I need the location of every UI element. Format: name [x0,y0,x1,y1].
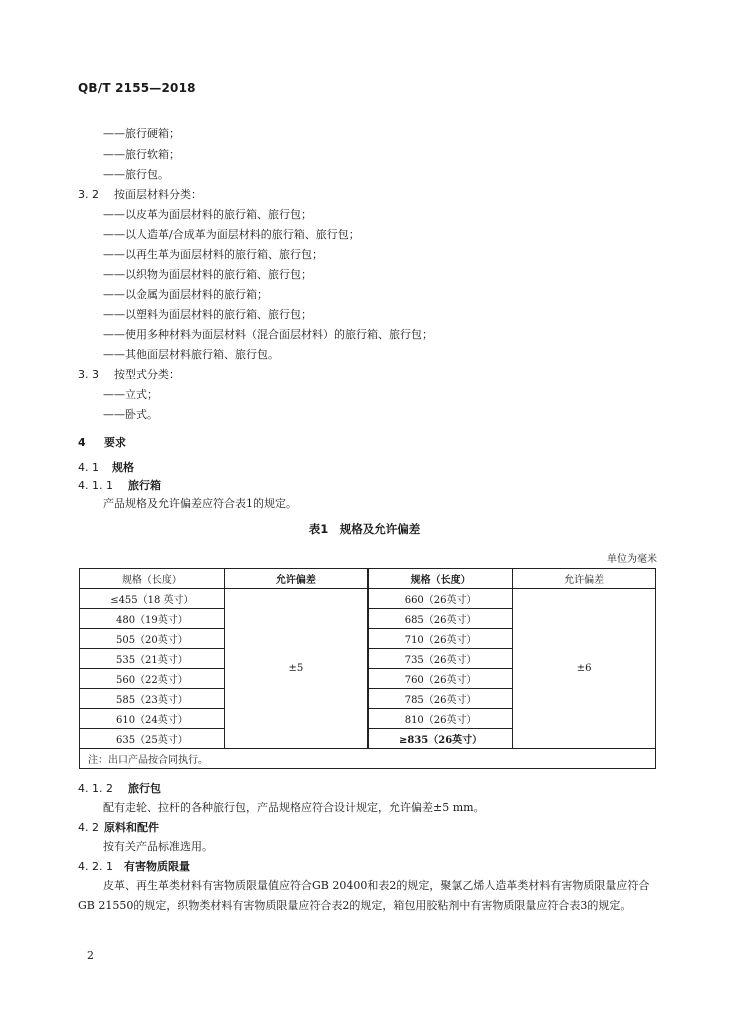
section-number: 4. 1. 2 [78,782,113,795]
column-header: 允许偏差 [224,569,368,589]
paragraph-4-2-1: 皮革、再生革类材料有害物质限量值应符合GB 20400和表2的规定，聚氯乙烯人造革类材料有害物质限量应符合GB 21550的规定，织物类材料有害物质限量应符合表2的规定，箱包用胶粘剂中有害物质限量应符合表3的规定。 [78,879,650,912]
table-cell: 810（26英寸） [368,709,513,729]
spec-table [79,568,656,769]
section-4-2-heading [78,821,159,835]
list-item: ——旅行软箱； [103,148,180,161]
section-title: 按面层材料分类： [114,188,202,201]
section-4-1-heading [78,461,134,475]
section-title: 旅行箱 [128,479,161,492]
list-item: ——以人造革/合成革为面层材料的旅行箱、旅行包； [103,228,360,241]
table-header-row [80,569,656,589]
column-header: 允许偏差 [513,569,656,589]
section-number: 4 [78,436,86,449]
table-cell: 505（20英寸） [80,629,225,649]
table-unit: 单位为毫米 [607,554,657,565]
table-cell: 535（21英寸） [80,649,225,669]
section-number: 3. 3 [78,368,99,381]
tolerance-cell: ±6 [513,589,656,749]
list-item: ——旅行硬箱； [103,127,180,140]
table-cell: 735（26英寸） [368,649,513,669]
section-number: 4. 2. 1 [78,860,113,873]
list-item: ——以织物为面层材料的旅行箱、旅行包； [103,268,312,281]
list-item: ——使用多种材料为面层材料（混合面层材料）的旅行箱、旅行包； [103,328,433,341]
table-note: 注：出口产品按合同执行。 [80,749,656,769]
list-item: ——以金属为面层材料的旅行箱； [103,288,268,301]
table-cell: ≤455（18 英寸） [80,589,225,609]
section-title: 旅行包 [128,782,161,795]
table-cell: 585（23英寸） [80,689,225,709]
paragraph-4-1-2: 配有走轮、拉杆的各种旅行包，产品规格应符合设计规定，允许偏差±5 mm。 [103,801,485,814]
list-item: ——其他面层材料旅行箱、旅行包。 [103,348,279,361]
table-cell: ≥835（26英寸） [368,729,513,749]
list-item: ——立式； [103,388,158,401]
section-title: 原料和配件 [104,821,159,834]
table-cell: 480（19英寸） [80,609,225,629]
section-title: 按型式分类： [114,368,180,381]
list-item: ——旅行包。 [103,168,169,181]
section-number: 4. 2 [78,821,99,834]
column-header: 规格（长度） [80,569,225,589]
table-cell: 760（26英寸） [368,669,513,689]
list-item: ——以皮革为面层材料的旅行箱、旅行包； [103,208,312,221]
section-4-1-1-heading [78,479,161,493]
section-4-2-1-heading [78,860,190,874]
section-4-heading [78,436,126,450]
table-cell: 660（26英寸） [368,589,513,609]
table-cell: 710（26英寸） [368,629,513,649]
section-3-2-heading [78,188,202,202]
paragraph-4-2: 按有关产品标准选用。 [103,840,213,853]
section-number: 3. 2 [78,188,99,201]
tolerance-cell: ±5 [224,589,368,749]
section-title: 有害物质限量 [124,860,190,873]
section-title: 规格 [112,461,134,474]
list-item: ——以塑料为面层材料的旅行箱、旅行包； [103,308,312,321]
section-number: 4. 1 [78,461,99,474]
table-cell: 560（22英寸） [80,669,225,689]
list-item: ——卧式。 [103,408,158,421]
table-cell: 785（26英寸） [368,689,513,709]
section-3-3-heading [78,368,180,382]
section-4-1-2-heading [78,782,161,796]
table-cell: 685（26英寸） [368,609,513,629]
table-cell: 610（24英寸） [80,709,225,729]
section-title: 要求 [104,436,126,449]
paragraph-4-1-1: 产品规格及允许偏差应符合表1的规定。 [103,497,297,510]
standard-code: QB/T 2155—2018 [78,81,196,95]
table-row [80,589,656,609]
column-header: 规格（长度） [368,569,513,589]
list-item: ——以再生革为面层材料的旅行箱、旅行包； [103,248,323,261]
table-note-row [80,749,656,769]
section-number: 4. 1. 1 [78,479,113,492]
table-caption: 表1 规格及允许偏差 [308,522,421,536]
page-number: 2 [87,949,94,962]
table-cell: 635（25英寸） [80,729,225,749]
